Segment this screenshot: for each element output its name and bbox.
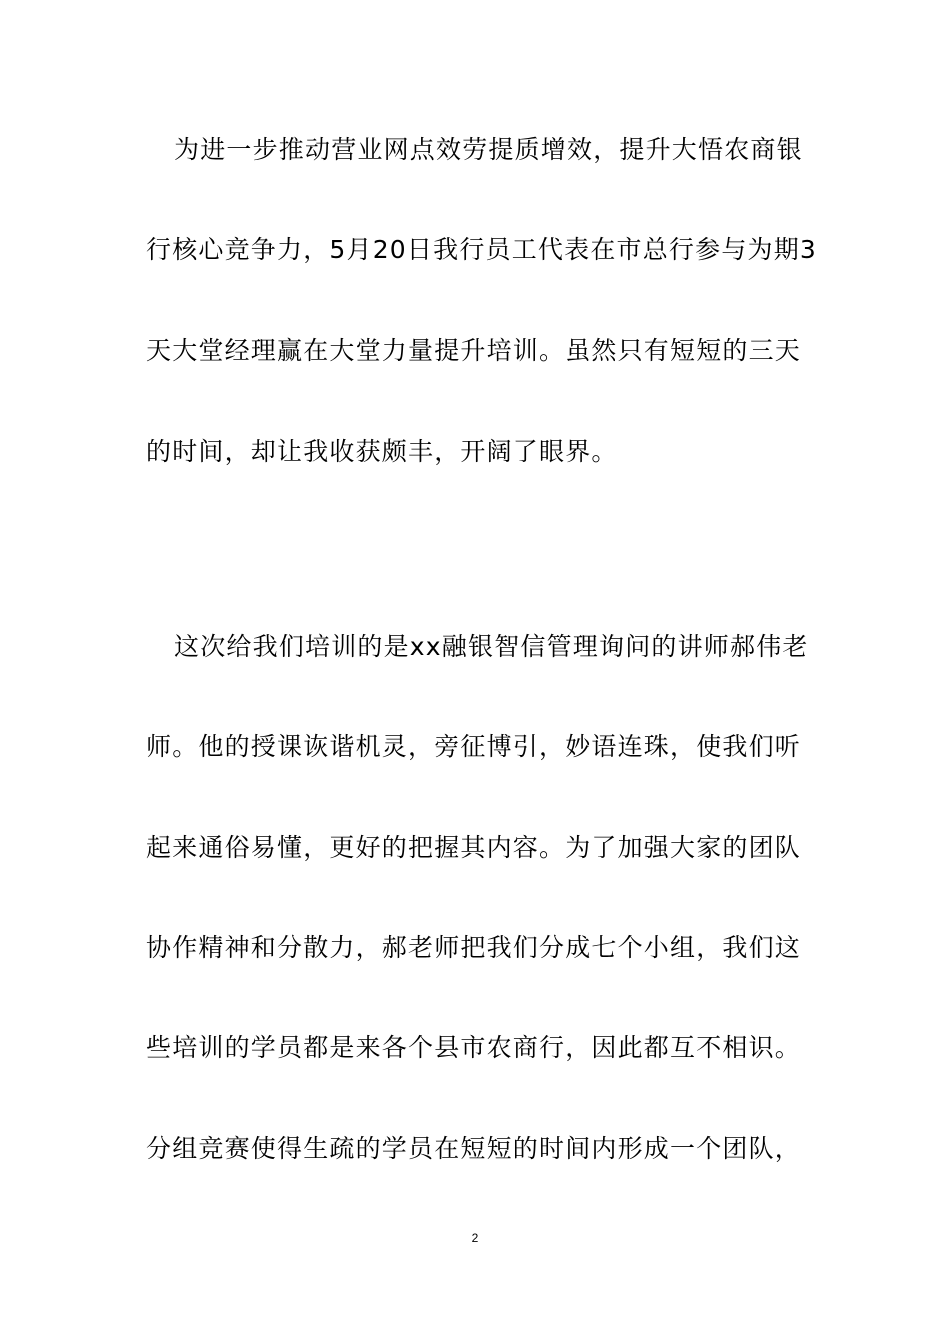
paragraph-line: 行核心竞争力，5月20日我行员工代表在市总行参与为期3: [146, 235, 818, 264]
paragraph-line: 些培训的学员都是来各个县市农商行，因此都互不相识。: [146, 1033, 802, 1062]
paragraph-line: 起来通俗易懂，更好的把握其内容。为了加强大家的团队: [146, 833, 802, 862]
paragraph-line: 分组竞赛使得生疏的学员在短短的时间内形成一个团队，: [146, 1134, 802, 1163]
paragraph-line: 为进一步推动营业网点效劳提质增效，提升大悟农商银: [174, 135, 803, 164]
paragraph-line: 协作精神和分散力，郝老师把我们分成七个小组，我们这: [146, 933, 802, 962]
paragraph-line: 天大堂经理赢在大堂力量提升培训。虽然只有短短的三天: [146, 336, 802, 365]
paragraph-line: 这次给我们培训的是xx融银智信管理询问的讲师郝伟老: [174, 632, 809, 661]
paragraph-line: 师。他的授课诙谐机灵，旁征博引，妙语连珠，使我们听: [146, 732, 802, 761]
paragraph-line: 的时间，却让我收获颇丰，开阔了眼界。: [146, 437, 618, 466]
page-number: 2: [471, 1231, 479, 1245]
